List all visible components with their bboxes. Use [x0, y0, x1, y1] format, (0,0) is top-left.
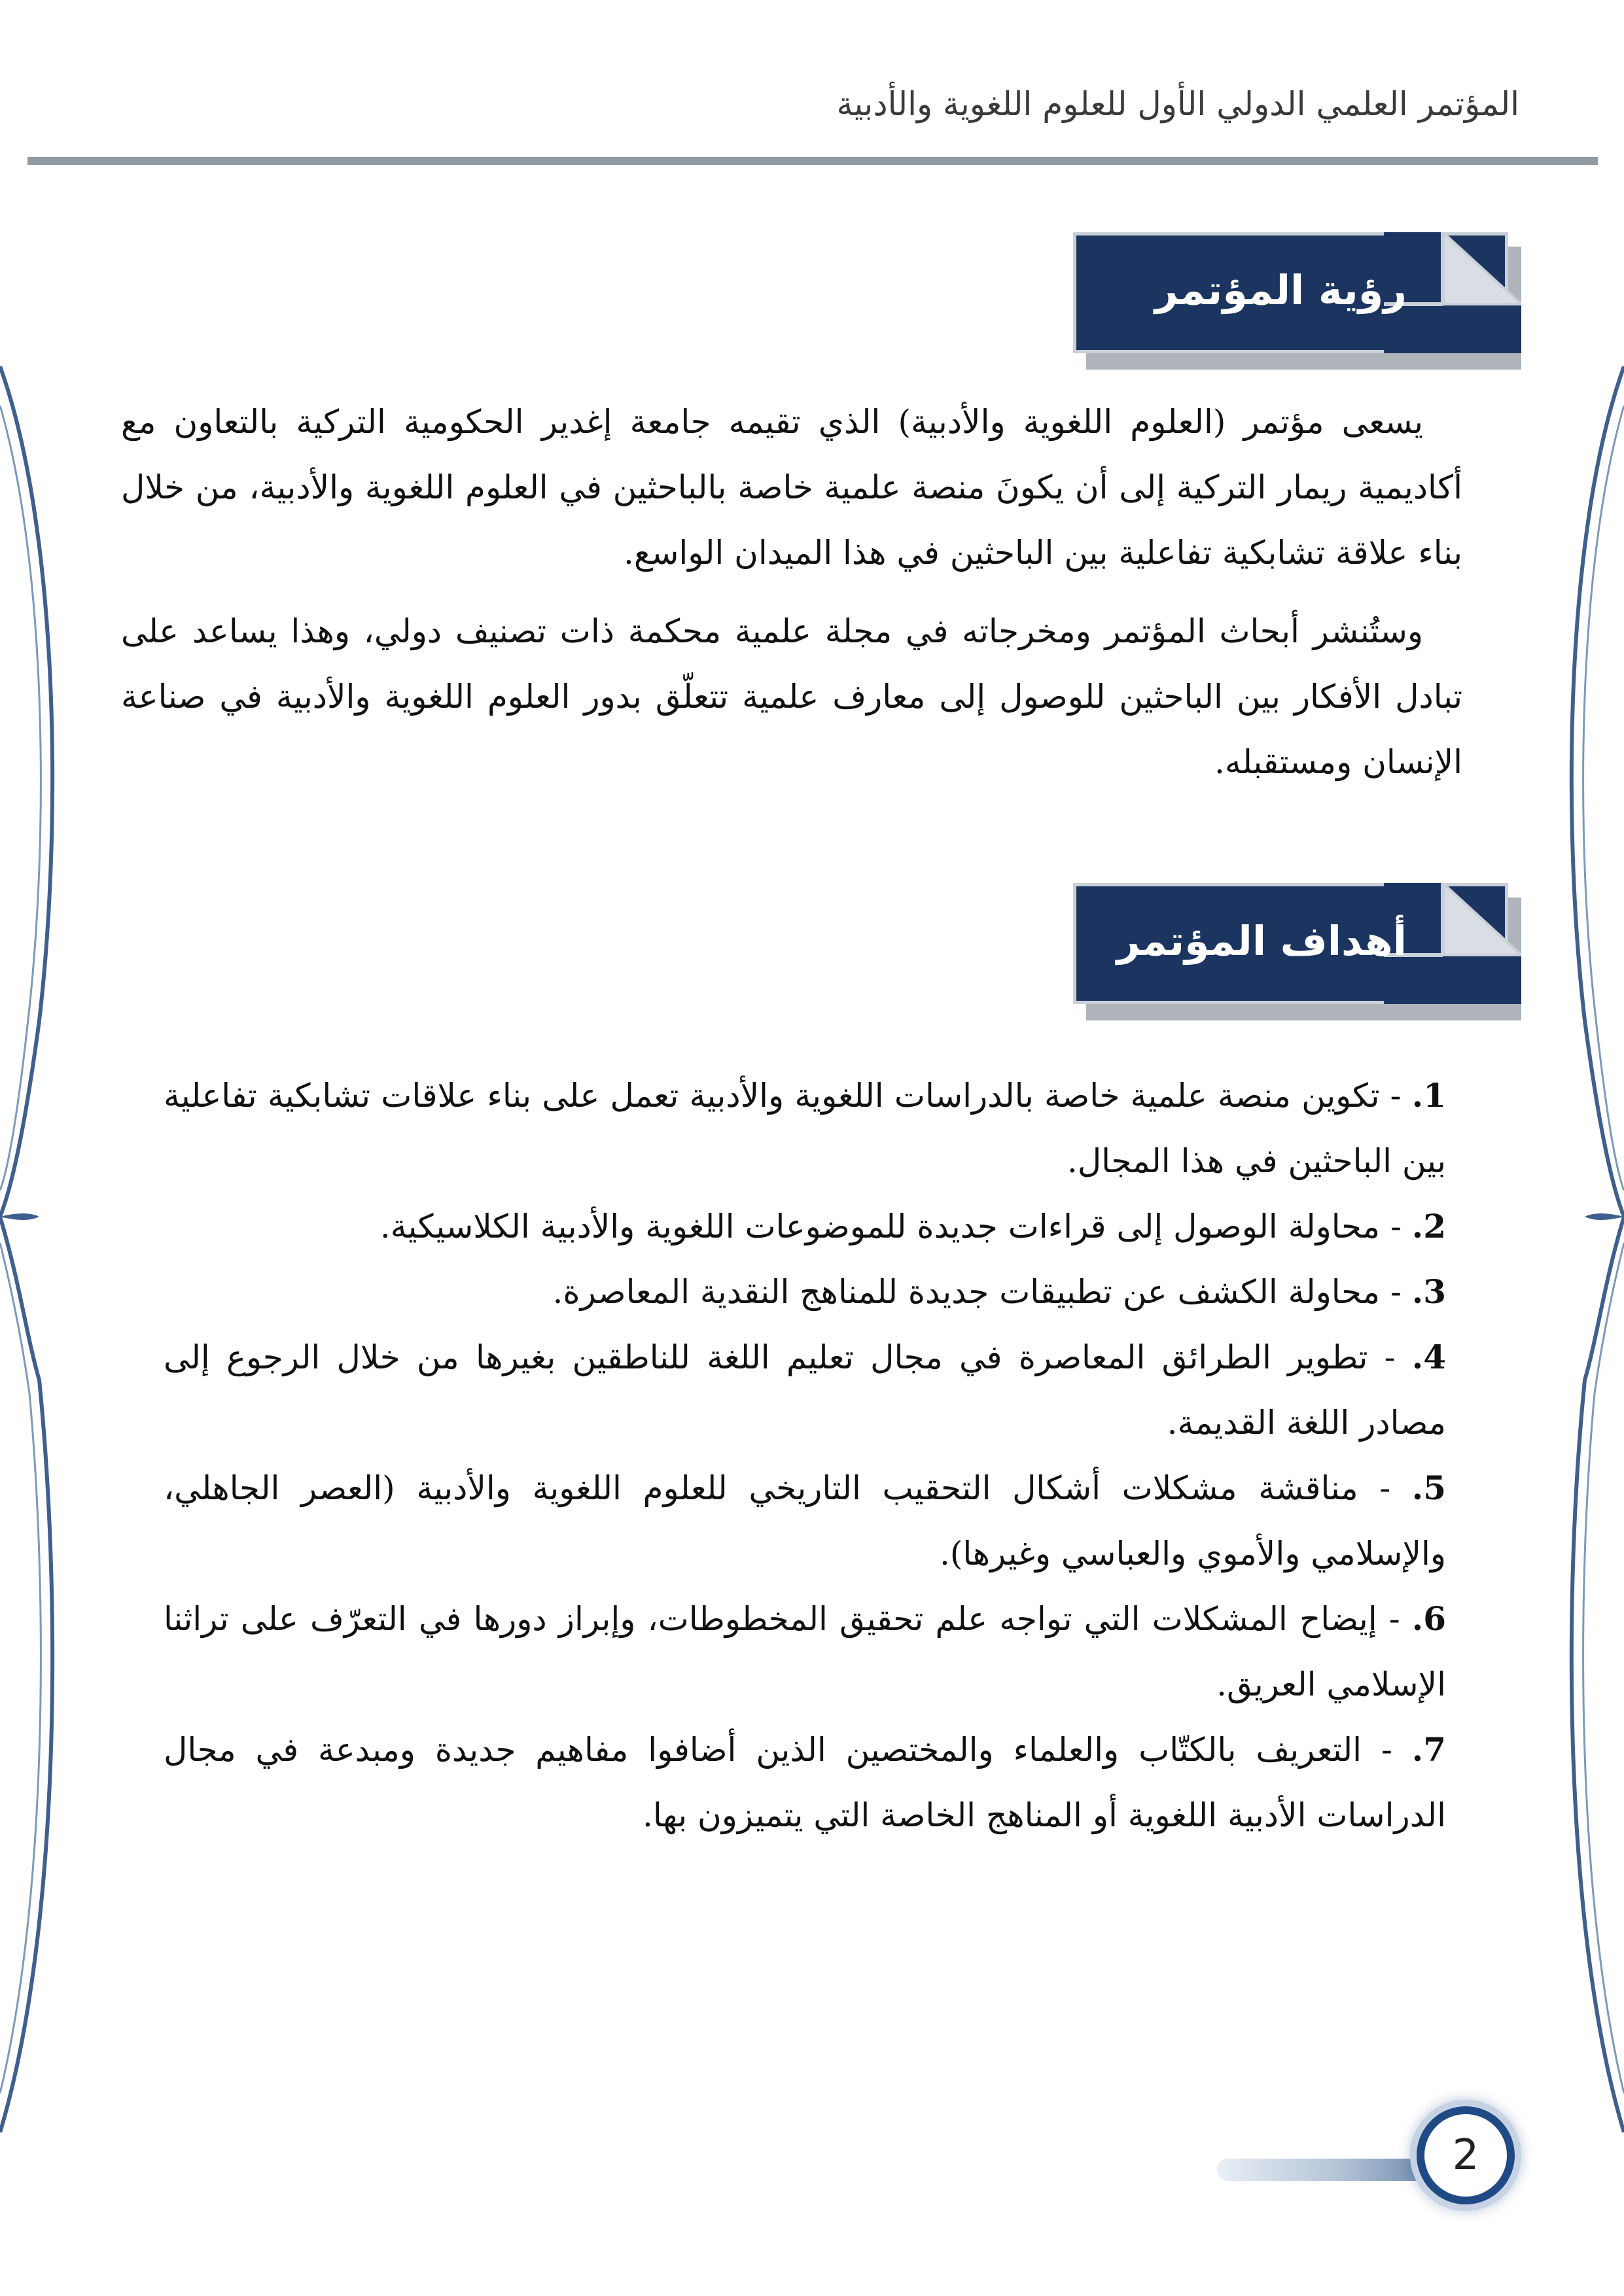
- goal-item: [164, 1259, 1446, 1325]
- goal-number: 1.: [1411, 1076, 1446, 1115]
- goal-item: [164, 1063, 1446, 1194]
- running-header: المؤتمر العلمي الدولي الأول للعلوم اللغوية والأدبية: [836, 85, 1519, 123]
- goals-list: [164, 1063, 1446, 1848]
- page-number-bar: [1217, 2159, 1439, 2181]
- goal-number: 5.: [1411, 1469, 1446, 1507]
- goal-number: 2.: [1411, 1207, 1446, 1245]
- vision-paragraph: يسعى مؤتمر (العلوم اللغوية والأدبية) الذي تقيمه جامعة إغدير الحكومية التركية بالتعاون مع أكاديمية ريمار التركية إلى أن يكونَ منصة علمية خاصة بالباحثين في العلوم اللغوية والأدبية، من خلال بناء علاقة تشابكية تفاعلية بين الباحثين في هذا الميدان الواسع.: [121, 403, 1462, 572]
- vision-heading-box: [1073, 232, 1531, 370]
- vision-heading: رؤية المؤتمر: [1154, 266, 1407, 314]
- goal-text: - تطوير الطرائق المعاصرة في مجال تعليم اللغة للناطقين بغيرها من خلال الرجوع إلى مصادر اللغة القديمة.: [164, 1338, 1446, 1442]
- header-rule: [27, 157, 1598, 165]
- goal-text: - محاولة الوصول إلى قراءات جديدة للموضوعات اللغوية والأدبية الكلاسيكية.: [380, 1208, 1402, 1245]
- right-ornament: [1545, 366, 1624, 2132]
- goal-item: [164, 1194, 1446, 1259]
- goal-text: - تكوين منصة علمية خاصة بالدراسات اللغوية والأدبية تعمل على بناء علاقات تشابكية تفاعلية بين الباحثين في هذا المجال.: [164, 1077, 1446, 1180]
- goal-item: [164, 1455, 1446, 1586]
- goals-heading: أهداف المؤتمر: [1116, 917, 1407, 965]
- left-ornament: [0, 366, 79, 2132]
- goal-text: - إيضاح المشكلات التي تواجه علم تحقيق المخطوطات، وإبراز دورها في التعرّف على تراثنا الإسلامي العريق.: [164, 1600, 1446, 1703]
- goal-text: - مناقشة مشكلات أشكال التحقيب التاريخي للعلوم اللغوية والأدبية (العصر الجاهلي، والإسلامي والأموي والعباسي وغيرها).: [164, 1469, 1446, 1573]
- goal-item: [164, 1717, 1446, 1848]
- vision-paragraph: وستُنشر أبحاث المؤتمر ومخرجاته في مجلة علمية محكمة ذات تصنيف دولي، وهذا يساعد على تبادل الأفكار بين الباحثين للوصول إلى معارف علمية تتعلّق بدور العلوم اللغوية والأدبية في صناعة الإنسان ومستقبله.: [121, 612, 1462, 781]
- page-number: 2: [1417, 2106, 1515, 2204]
- goal-number: 3.: [1411, 1272, 1446, 1311]
- goal-text: - محاولة الكشف عن تطبيقات جديدة للمناهج النقدية المعاصرة.: [552, 1273, 1402, 1311]
- goal-number: 6.: [1411, 1599, 1446, 1638]
- vision-text: [121, 389, 1462, 808]
- goal-item: [164, 1586, 1446, 1717]
- goals-heading-box: [1073, 883, 1531, 1020]
- goal-item: [164, 1325, 1446, 1455]
- goal-number: 7.: [1411, 1730, 1446, 1769]
- goal-text: - التعريف بالكتّاب والعلماء والمختصين الذين أضافوا مفاهيم جديدة ومبدعة في مجال الدراسات الأدبية اللغوية أو المناهج الخاصة التي يتميزون بها.: [164, 1731, 1446, 1834]
- goal-number: 4.: [1411, 1338, 1446, 1376]
